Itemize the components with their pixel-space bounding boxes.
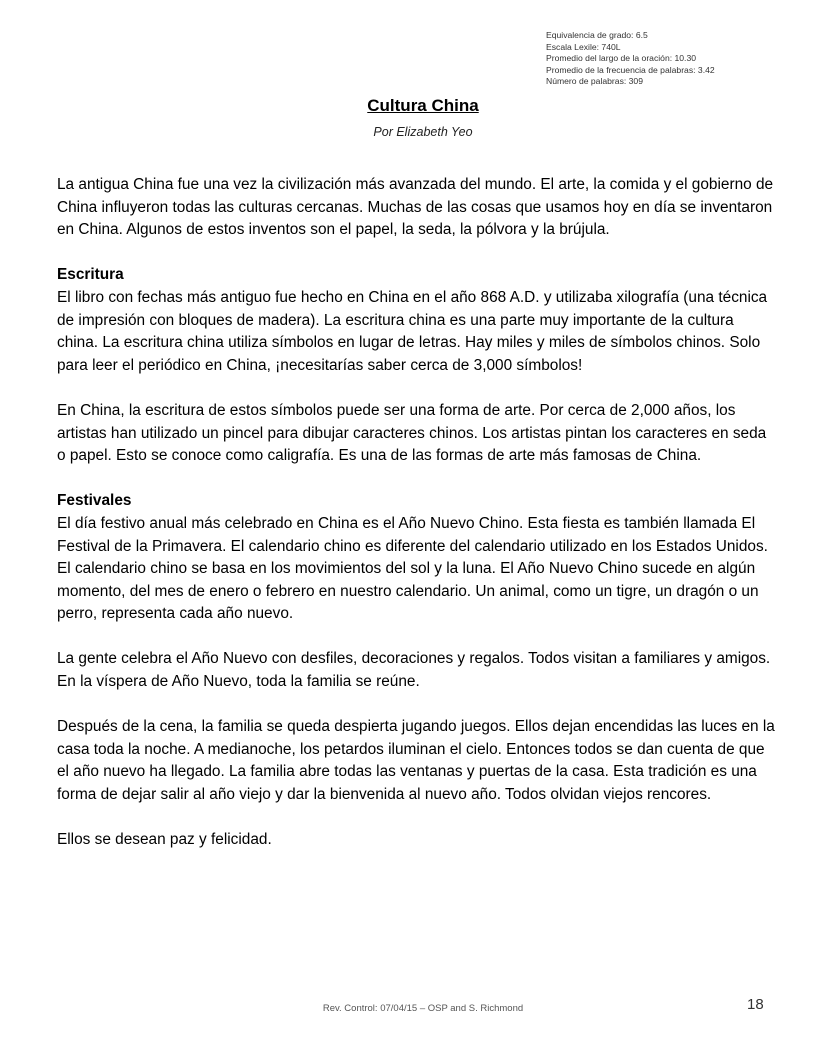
document-author: Por Elizabeth Yeo: [373, 125, 473, 139]
paragraph: El día festivo anual más celebrado en China es el Año Nuevo Chino. Esta fiesta es también llamada El Festival de la Primavera. El calendario chino es diferente del calendario utilizado en los Estados Unidos. El calendario chino se basa en los movimientos del sol y la luna. El Año Nuevo Chino sucede en algún momento, del mes de enero o febrero en nuestro calendario. Un animal, como un tigre, un dragón o un perro, representa cada año nuevo.: [57, 514, 768, 623]
paragraph: Después de la cena, la familia se queda despierta jugando juegos. Ellos dejan encendidas las luces en la casa toda la noche. A medianoche, los petardos iluminan el cielo. Entonces todos se dan cuenta de que el año nuevo ha llegado. La familia abre todas las ventanas y puertas de la casa. Esta tradición es una forma de dejar salir al año viejo y dar la bienvenida al nuevo año. Todos olvidan viejos rencores.: [57, 718, 775, 804]
revision-control-footer: Rev. Control: 07/04/15 – OSP and S. Richmond: [322, 1003, 524, 1014]
section-heading-festivals: Festivales: [57, 492, 132, 510]
paragraph: La gente celebra el Año Nuevo con desfiles, decoraciones y regalos. Todos visitan a familiares y amigos. En la víspera de Año Nuevo, toda la familia se reúne.: [57, 650, 771, 691]
reading-metadata: [546, 30, 715, 88]
intro-paragraph: La antigua China fue una vez la civilización más avanzada del mundo. El arte, la comida y el gobierno de China influyeron todas las culturas cercanas. Muchas de las cosas que usamos hoy en día se inventaron en China. Algunos de estos inventos son el papel, la seda, la pólvora y la brújula.: [57, 176, 774, 239]
document-title: Cultura China: [367, 96, 479, 115]
sentence-length-average: Promedio del largo de la oración: 10.30: [546, 53, 697, 63]
paragraph: El libro con fechas más antiguo fue hecho en China en el año 868 A.D. y utilizaba xilografía (una técnica de impresión con bloques de madera). La escritura china es una parte muy importante de la cultura china. La escritura china utiliza símbolos en lugar de letras. Hay miles y miles de símbolos chinos. Solo para leer el periódico en China, ¡necesitarías saber cerca de 3,000 símbolos!: [57, 288, 768, 374]
grade-equivalence: Equivalencia de grado: 6.5: [546, 30, 648, 40]
word-count: Número de palabras: 309: [546, 76, 643, 86]
paragraph: Ellos se desean paz y felicidad.: [57, 831, 272, 849]
word-frequency-average: Promedio de la frecuencia de palabras: 3.42: [546, 64, 715, 75]
document-body: [57, 174, 775, 874]
section-heading-writing: Escritura: [57, 266, 124, 284]
lexile-scale: Escala Lexile: 740L: [546, 41, 621, 52]
paragraph: En China, la escritura de estos símbolos puede ser una forma de arte. Por cerca de 2,000 años, los artistas han utilizado un pincel para dibujar caracteres chinos. Los artistas pintan los caracteres en seda o papel. Esto se conoce como caligrafía. Es una de las formas de arte más famosas de China.: [57, 401, 767, 465]
page-number: 18: [747, 996, 764, 1013]
